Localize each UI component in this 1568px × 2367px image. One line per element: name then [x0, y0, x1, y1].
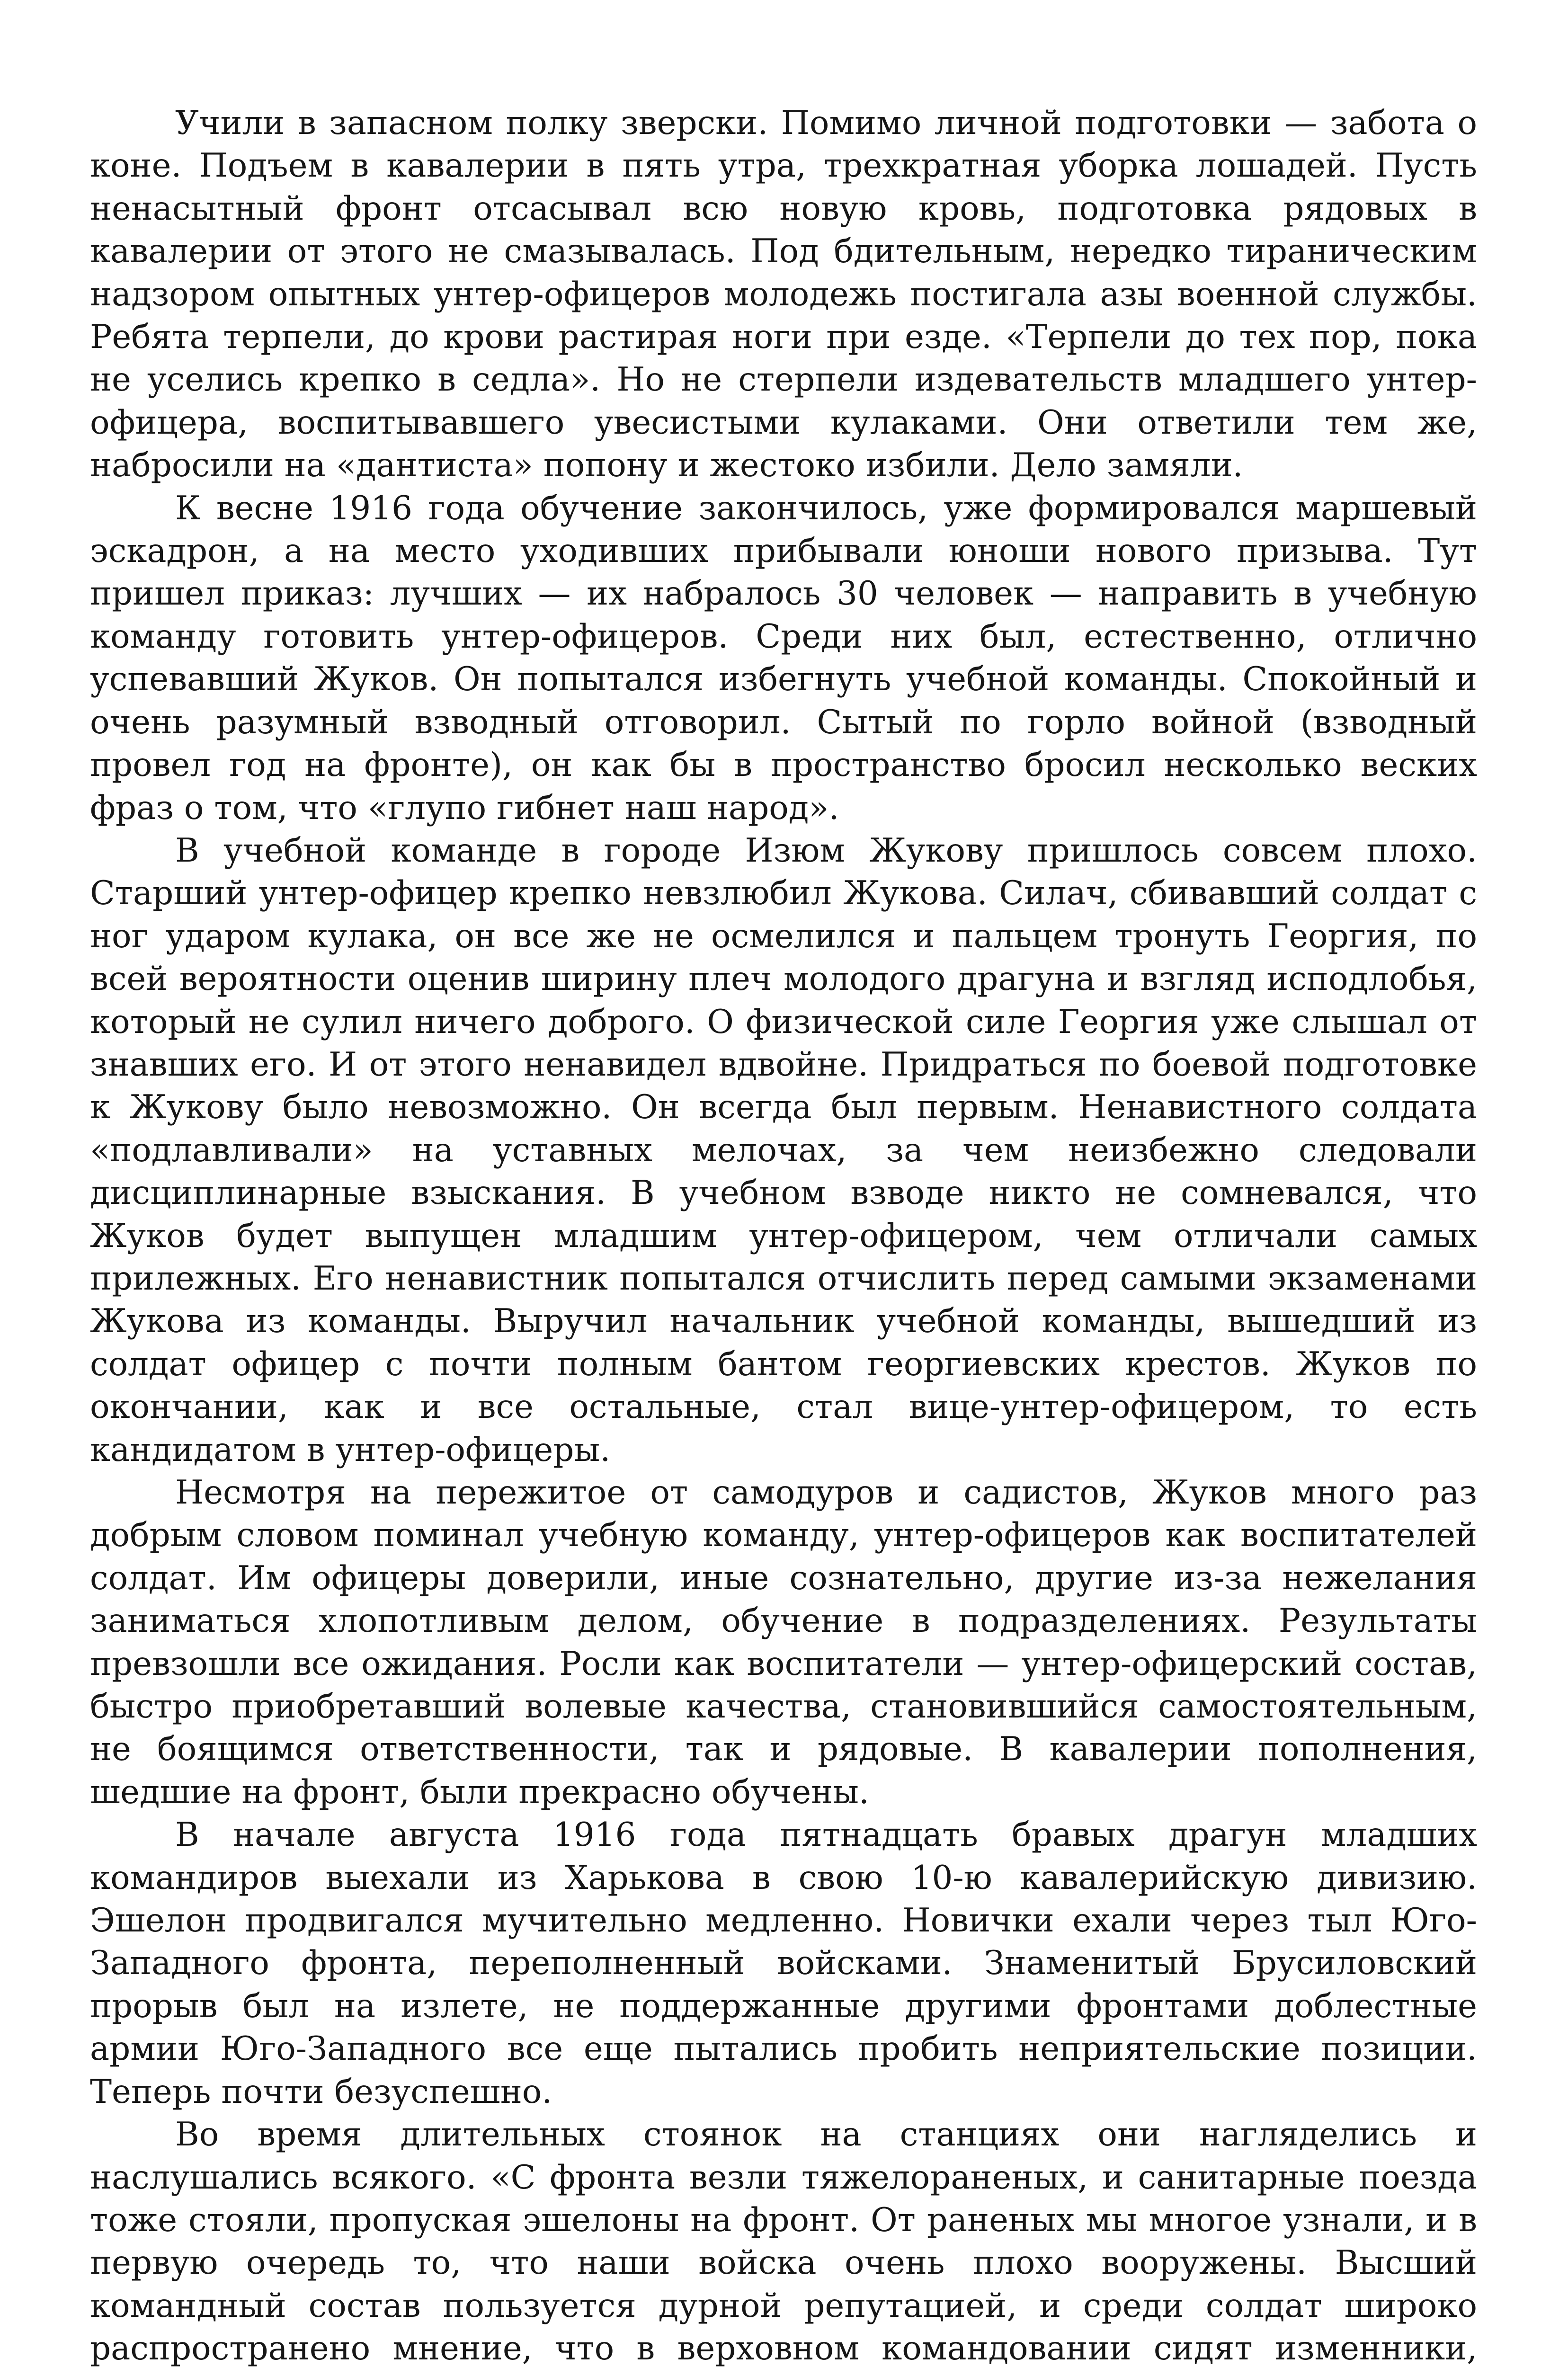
paragraph-4: Несмотря на пережитое от самодуров и садистов, Жуков много раз добрым словом поминал учебную команду, унтер-офицеров как воспитателей солдат. Им офицеры доверили, иные сознательно, другие из-за нежелания заниматься хлопотливым делом, обучение в подразделениях. Результаты превзошли все ожидания. Росли как воспитатели — унтер-офицерский состав, быстро приобретавший волевые качества, становившийся самостоятельным, не боящимся ответственности, так и рядовые. В кавалерии пополнения, шедшие на фронт, были прекрасно обучены.: [90, 1474, 1477, 1811]
paragraph-1: Учили в запасном полку зверски. Помимо личной подготовки — забота о коне. Подъем в кавалерии в пять утра, трехкратная уборка лошадей. Пусть ненасытный фронт отсасывал всю новую кровь, подготовка рядовых в кавалерии от этого не смазывалась. Под бдительным, нередко тираническим надзором опытных унтер-офицеров молодежь постигала азы военной службы. Ребята терпели, до крови растирая ноги при езде. «Терпели до тех пор, пока не уселись крепко в седла». Но не стерпели издевательств младшего унтер-офицера, воспитывавшего увесистыми кулаками. Они ответили тем же, набросили на «дантиста» попону и жестоко избили. Дело замяли.: [90, 104, 1477, 485]
body-text: [90, 102, 1477, 2367]
paragraph-5: В начале августа 1916 года пятнадцать бравых драгун младших командиров выехали из Харькова в свою 10-ю кавалерийскую дивизию. Эшелон продвигался мучительно медленно. Новички ехали через тыл Юго-Западного фронта, переполненный войсками. Знаменитый Брусиловский прорыв был на излете, не поддержанные другими фронтами доблестные армии Юго-Западного все еще пытались пробить неприятельские позиции. Теперь почти безуспешно.: [90, 1816, 1477, 2111]
paragraph-2: К весне 1916 года обучение закончилось, уже формировался маршевый эскадрон, а на место уходивших прибывали юноши нового призыва. Тут пришел приказ: лучших — их набралось 30 человек — направить в учебную команду готовить унтер-офицеров. Среди них был, естественно, отлично успевавший Жуков. Он попытался избегнуть учебной команды. Спокойный и очень разумный взводный отговорил. Сытый по горло войной (взводный провел год на фронте), он как бы в пространство бросил несколько веских фраз о том, что «глупо гибнет наш народ».: [90, 489, 1477, 827]
paragraph-6: Во время длительных стоянок на станциях они нагляделись и наслушались всякого. «С фронта везли тяжелораненых, и санитарные поезда тоже стояли, пропуская эшелоны на фронт. От раненых мы многое узнали, и в первую очередь то, что наши войска очень плохо вооружены. Высший командный состав пользуется дурной репутацией, и среди солдат широко распространено мнение, что в верховном командовании сидят изменники,: [90, 2116, 1477, 2367]
paragraph-3: В учебной команде в городе Изюм Жукову пришлось совсем плохо. Старший унтер-офицер крепко невзлюбил Жукова. Силач, сбивавший солдат с ног ударом кулака, он все же не осмелился и пальцем тронуть Георгия, по всей вероятности оценив ширину плеч молодого драгуна и взгляд исподлобья, который не сулил ничего доброго. О физической силе Георгия уже слышал от знавших его. И от этого ненавидел вдвойне. Придраться по боевой подготовке к Жукову было невозможно. Он всегда был первым. Ненавистного солдата «подлавливали» на уставных мелочах, за чем неизбежно следовали дисциплинарные взыскания. В учебном взводе никто не сомневался, что Жуков будет выпущен младшим унтер-офицером, чем отличали самых прилежных. Его ненавистник попытался отчислить перед самыми экзаменами Жукова из команды. Выручил начальник учебной команды, вышедший из солдат офицер с почти полным бантом георгиевских крестов. Жуков по окончании, как и все остальные, стал вице-унтер-офицером, то есть кандидатом в унтер-офицеры.: [90, 831, 1477, 1469]
